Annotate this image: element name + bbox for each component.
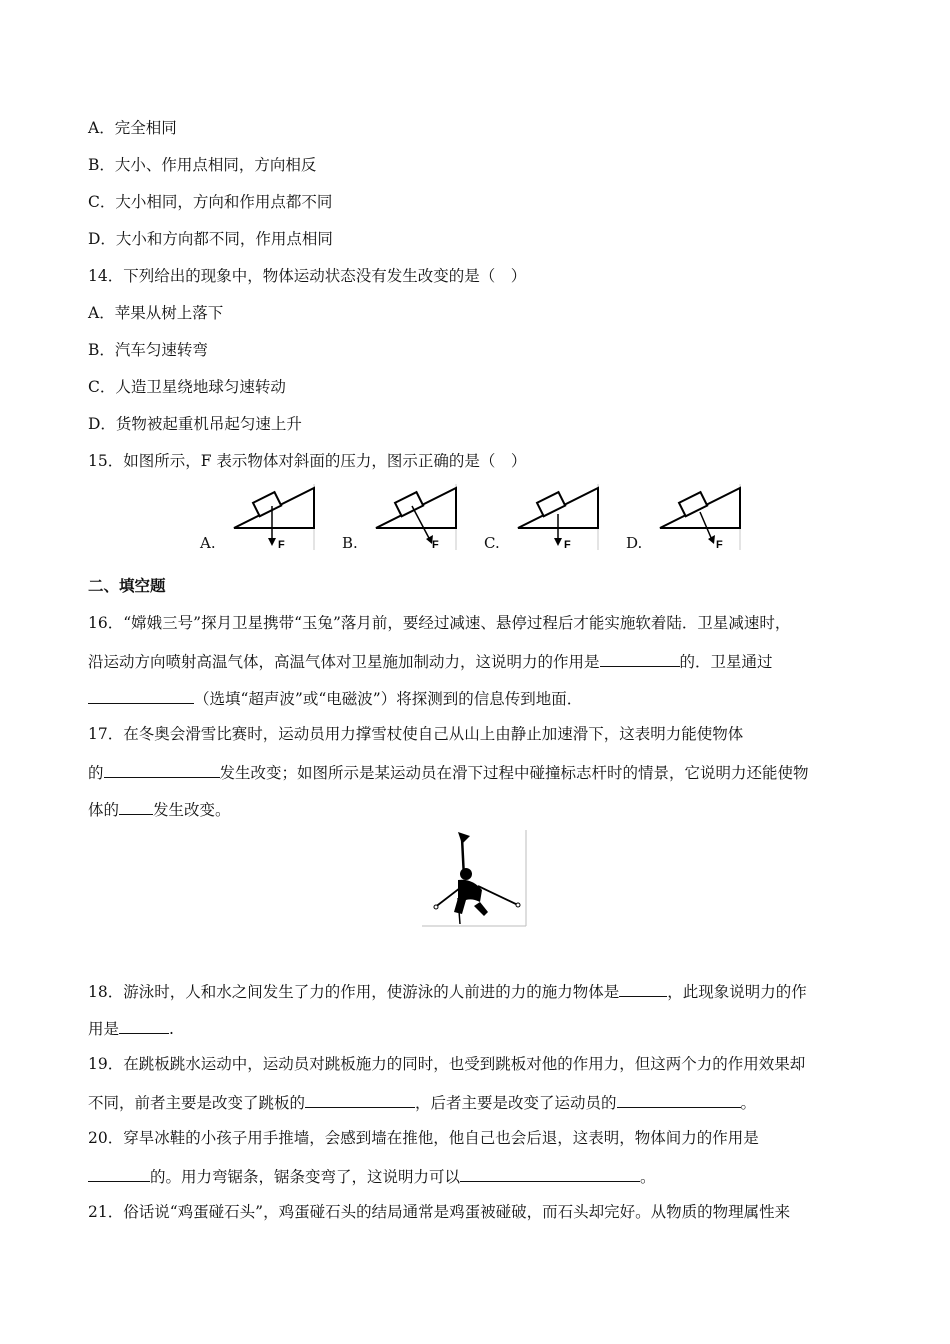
answer-blank[interactable]: [104, 761, 220, 778]
skier-image: [422, 828, 528, 928]
q15-figure-label: D.: [626, 534, 643, 552]
q14-option-c: C．人造卫星绕地球匀速转动: [88, 378, 286, 396]
answer-blank[interactable]: [88, 687, 194, 704]
q21-line-1: 21．俗话说“鸡蛋碰石头”，鸡蛋碰石头的结局通常是鸡蛋被碰破，而石头却完好。从物质的物理属性来: [88, 1203, 791, 1221]
q18-text: 用是: [88, 1020, 120, 1038]
q18-text: .: [169, 1020, 174, 1038]
skier-illustration: [422, 828, 528, 928]
answer-blank[interactable]: [119, 1017, 169, 1034]
q16-line-1: 16．“嫦娥三号”探月卫星携带“玉兔”落月前，要经过减速、悬停过程后才能实施软着陆．卫星减速时，: [88, 614, 791, 632]
answer-blank[interactable]: [617, 1091, 741, 1108]
q14-option-d: D．货物被起重机吊起匀速上升: [88, 415, 302, 433]
incline-diagram: [230, 484, 316, 552]
answer-blank[interactable]: [600, 650, 680, 667]
q15-figure-label: A.: [200, 534, 216, 552]
q14-option-b: B．汽车匀速转弯: [88, 341, 208, 359]
q17-line-3: [88, 798, 231, 820]
q15-figure-b: [342, 484, 460, 554]
q18-line-2: [88, 1017, 174, 1039]
q16-text: 的．卫星通过: [679, 653, 773, 671]
q20-text: 的。用力弯锯条，锯条变弯了，这说明力可以: [150, 1168, 461, 1186]
answer-blank[interactable]: [619, 980, 667, 997]
q19-text: 。: [740, 1094, 757, 1112]
q16-text: 沿运动方向喷射高温气体，高温气体对卫星施加制动力，这说明力的作用是: [88, 653, 600, 671]
q17-text: 发生改变；如图所示是某运动员在滑下过程中碰撞标志杆时的情景，它说明力还能使物: [219, 764, 809, 782]
incline-diagram: [372, 484, 458, 552]
q16-line-2: [88, 650, 773, 672]
q15-figure-a: [200, 484, 318, 554]
force-label: F: [564, 539, 571, 551]
q16-text: （选填“超声波”或“电磁波”）将探测到的信息传到地面．: [194, 690, 583, 708]
section-title: 二、填空题: [88, 577, 166, 595]
q17-line-1: 17．在冬奥会滑雪比赛时，运动员用力撑雪杖使自己从山上由静止加速滑下，这表明力能使物体: [88, 725, 744, 743]
q13-option-d: D．大小和方向都不同，作用点相同: [88, 230, 333, 248]
answer-blank[interactable]: [119, 798, 153, 815]
q17-text: 的: [88, 764, 104, 782]
q13-option-a: A．完全相同: [88, 119, 177, 137]
q15-figure-c: [484, 484, 602, 554]
q19-line-2: [88, 1091, 756, 1113]
q15-figures: [200, 484, 760, 554]
q19-line-1: 19．在跳板跳水运动中，运动员对跳板施力的同时，也受到跳板对他的作用力，但这两个力的作用效果却: [88, 1055, 806, 1073]
q20-line-1: 20．穿旱冰鞋的小孩子用手推墙，会感到墙在推他，他自己也会后退，这表明，物体间力的作用是: [88, 1129, 759, 1147]
q18-line-1: [88, 980, 807, 1002]
q17-text: 体的: [88, 801, 120, 819]
q15-stem: 15．如图所示，F 表示物体对斜面的压力，图示正确的是（ ）: [88, 452, 527, 470]
q16-line-3: [88, 687, 582, 709]
q15-figure-label: C.: [484, 534, 500, 552]
q18-text: 18．游泳时，人和水之间发生了力的作用，使游泳的人前进的力的施力物体是: [88, 983, 620, 1001]
q14-option-a: A．苹果从树上落下: [88, 304, 224, 322]
force-label: F: [716, 539, 723, 551]
q15-figure-label: B.: [342, 534, 358, 552]
q15-figure-d: [626, 484, 744, 554]
answer-blank[interactable]: [88, 1165, 150, 1182]
answer-blank[interactable]: [305, 1091, 415, 1108]
answer-blank[interactable]: [460, 1165, 640, 1182]
incline-diagram: [656, 484, 742, 552]
q17-line-2: [88, 761, 809, 783]
q14-stem: 14．下列给出的现象中，物体运动状态没有发生改变的是（ ）: [88, 267, 527, 285]
q13-option-c: C．大小相同，方向和作用点都不同: [88, 193, 333, 211]
force-label: F: [278, 539, 285, 551]
q19-text: 不同，前者主要是改变了跳板的: [88, 1094, 306, 1112]
q20-line-2: [88, 1165, 656, 1187]
q19-text: ，后者主要是改变了运动员的: [415, 1094, 617, 1112]
q18-text: ，此现象说明力的作: [667, 983, 807, 1001]
force-label: F: [432, 539, 439, 551]
q13-option-b: B．大小、作用点相同，方向相反: [88, 156, 317, 174]
q20-text: 。: [640, 1168, 656, 1186]
incline-diagram: [514, 484, 600, 552]
q17-text: 发生改变。: [153, 801, 231, 819]
